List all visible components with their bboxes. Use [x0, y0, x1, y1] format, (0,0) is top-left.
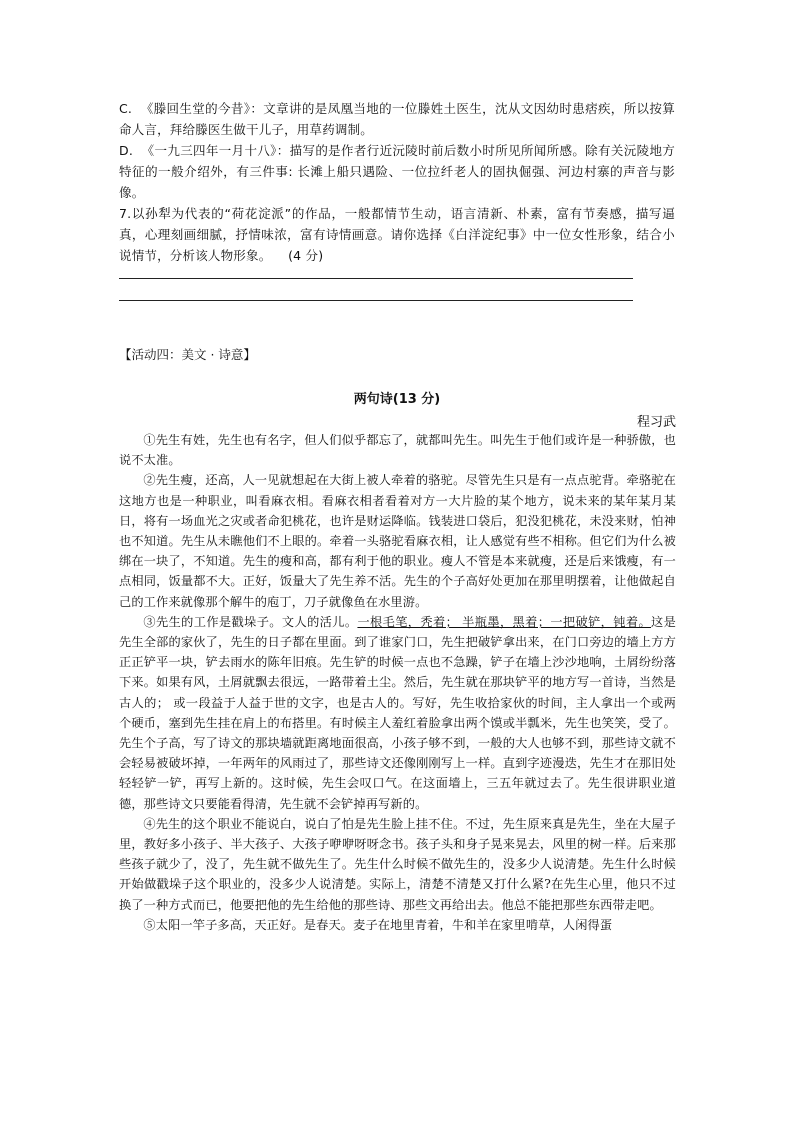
- paragraph-5: ⑤太阳一竿子多高，天正好。是春天。麦子在地里青着，牛和羊在家里啃草，人闲得蛋: [143, 917, 613, 932]
- article-body: [119, 430, 676, 935]
- article-author: 程习武: [636, 415, 676, 430]
- paragraph-2: ②先生瘦，还高，人一见就想起在大街上被人牵着的骆驼。尽管先生只是有一点点驼背。牵骆驼在这地方也是一种职业，叫看麻衣相。看麻衣相者看着对方一大片脸的某个地方，说未来的某年某月某日，将有一场血光之灾或者命犯桃花，也许是财运降临。钱装进口袋后，犯没犯桃花，未没来财，怕神也不知道。先生从未瞧他们不上眼的。牵着一头骆驼看麻衣相，让人感觉有些不相称。但它们为什么被绑在一块了，不知道。先生的瘦和高，都有利于他的职业。瘦人不管是本来就瘦，还是后来饿瘦，有一点相同，饭量都不大。正好，饭量大了先生养不活。先生的个子高好处更加在那里明摆着，让他做起自己的工作来就像那个解牛的庖丁，刀子就像鱼在水里游。: [119, 473, 676, 609]
- paragraph-1: ①先生有姓，先生也有名字，但人们似乎都忘了，就都叫先生。叫先生于他们或许是一种骄傲，也说不太准。: [119, 433, 676, 468]
- question-7: 7.以孙犁为代表的“荷花淀派”的作品，一般都情节生动，语言清新、朴素，富有节奏感，描写逼真，心理刻画细腻，抒情味浓，富有诗情画意。请你选择《白洋淀纪事》中一位女性形象，结合小说情节，分析该人物形象。 (4 分): [119, 206, 675, 263]
- question-options: [119, 98, 675, 266]
- paragraph-4: ④先生的这个职业不能说白，说白了怕是先生脸上挂不住。不过，先生原来真是先生，坐在大屋子里，教好多小孩子、半大孩子、大孩子咿咿呀呀念书。孩子头和身子晃来晃去，风里的树一样。后来那些孩子就少了，没了，先生就不做先生了。先生什么时候不做先生的，没多少人说清楚。先生什么时候开始做戳垛子这个职业的，没多少人说清楚。实际上，清楚不清楚又打什么紧?在先生心里，他只不过换了一种方式而已，他要把他的先生给他的那些诗、那些文再给出去。他总不能把那些东西带走吧。: [119, 816, 676, 912]
- option-d: D. 《一九三四年一月十八》：描写的是作者行近沅陵时前后数小时所见所闻所感。除有关沅陵地方特征的一般介绍外，有三件事: 长滩上船只遇险、一位拉纤老人的固执倔强、河边村寨的声音与影像。: [119, 143, 675, 200]
- option-c: C. 《滕回生堂的今昔》：文章讲的是凤凰当地的一位滕姓土医生，沈从文因幼时患痞疾，所以按算命人言，拜给滕医生做干儿子，用草药调制。: [119, 101, 675, 137]
- article-title: 两句诗(13 分): [353, 392, 441, 407]
- underlined-sentence: 一根毛笔，秃着； 半瓶墨，黑着；一把破铲，钝着。: [357, 614, 652, 629]
- answer-line-2[interactable]: [119, 300, 633, 301]
- question-7-score: (4 分): [288, 248, 324, 263]
- paragraph-3: ③先生的工作是戳垛子。文人的活儿。一根毛笔，秃着； 半瓶墨，黑着；一把破铲，钝着。这是先生全部的家伙了，先生的日子都在里面。到了谁家门口，先生把破铲拿出来，在门口旁边的墙上方方正正铲平一块，铲去雨水的陈年旧痕。先生铲的时候一点也不急躁，铲子在墙上沙沙地响，土屑纷纷落下来。如果有风，土屑就飘去很远，一路带着土尘。然后，先生就在那块铲平的地方写一首诗，当然是古人的； 或一段益于人益于世的文字，也是古人的。写好，先生收拾家伙的时间，主人拿出一个或两个硬币，塞到先生挂在肩上的布搭里。有时候主人羞红着脸拿出两个馍或半瓢米，先生也笑笑，受了。先生个子高，写了诗文的那块墙就距离地面很高，小孩子够不到，一般的大人也够不到，那些诗文就不会轻易被破坏掉，一年两年的风雨过了，那些诗文还像刚刚写上一样。直到字迹漫迭，先生才在那旧处轻轻铲一铲，再写上新的。这时候，先生会叹口气。在这面墙上，三五年就过去了。先生很讲职业道德，那些诗文只要能看得清，先生就不会铲掉再写新的。: [119, 614, 676, 811]
- answer-line-1[interactable]: [119, 278, 633, 279]
- section-heading: 【活动四：美文 · 诗意】: [119, 347, 256, 362]
